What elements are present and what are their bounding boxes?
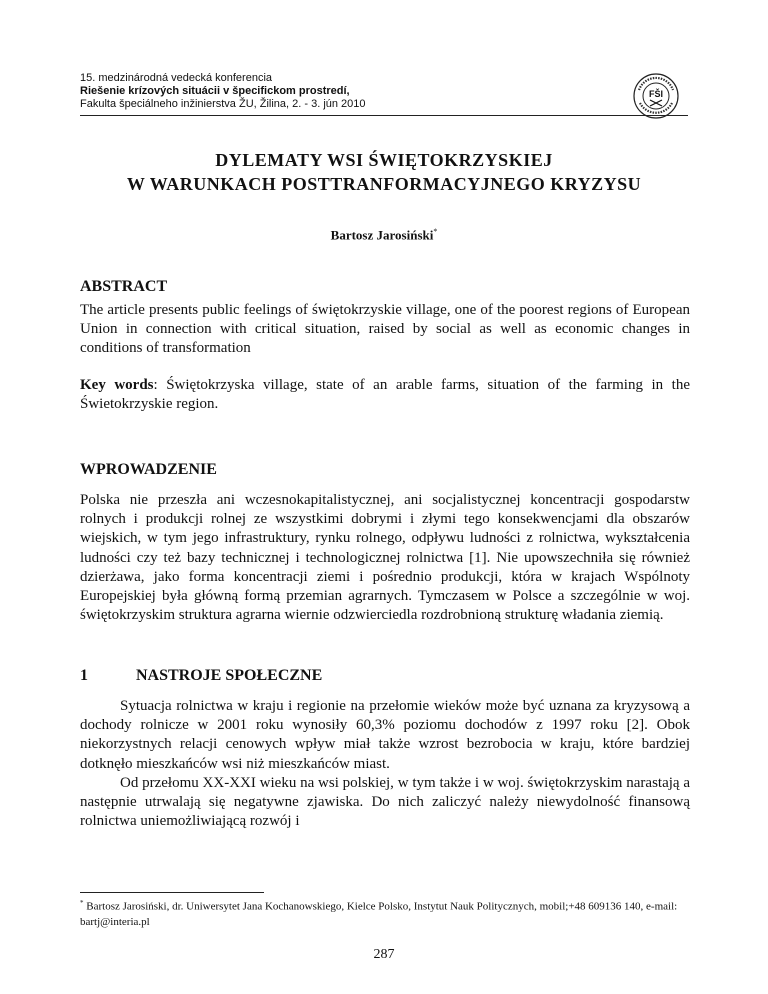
paper-title xyxy=(80,148,688,196)
section-1-heading xyxy=(80,666,322,686)
conference-topic: Riešenie krízových situácii v špecifickom prostredí, xyxy=(80,85,350,97)
section-1-paragraph-1: Sytuacja rolnictwa w kraju i regionie na przełomie wieków może być uznana za kryzysową a dochody rolnicze w 2001 roku wynosiły 60,3% poziomu dochodów z 1997 roku [2]. Obok niekorzystnych relacji cenowych wpływ miał także wzrost bezrobocia w kraju, które bardziej dotknęło mieszkańców wsi niż mieszkańców miast. xyxy=(80,698,690,772)
conference-venue: Fakulta špeciálneho inžinierstva ŽU, Žilina, 2. - 3. jún 2010 xyxy=(80,98,366,110)
keywords xyxy=(80,376,690,414)
abstract-heading: ABSTRACT xyxy=(80,278,168,295)
footnote-divider xyxy=(80,892,264,893)
section-1-number: 1 xyxy=(80,667,88,684)
header-divider xyxy=(80,115,688,116)
author-name: Bartosz Jarosiński xyxy=(330,227,434,243)
logo-text: FŠI xyxy=(648,89,664,99)
abstract-text: The article presents public feelings of świętokrzyskie village, one of the poorest regions of European Union in connection with critical situation, raised by social as well as economic changes in conditions of transformation xyxy=(80,302,690,357)
conference-header xyxy=(80,72,640,111)
page-number: 287 xyxy=(373,947,395,962)
keywords-label: Key words xyxy=(80,377,154,393)
footnote-text: Bartosz Jarosiński, dr. Uniwersytet Jana Kochanowskiego, Kielce Polsko, Instytut Nauk Politycznych, mobil;+48 609136 140, e-mail: bartj@interia.pl xyxy=(80,900,678,928)
title-line-2: W WARUNKACH POSTTRANFORMACYJNEGO KRYZYSU xyxy=(126,174,642,194)
conference-name: 15. medzinárodná vedecká konferencia xyxy=(80,72,273,84)
section-1-title: NASTROJE SPOŁECZNE xyxy=(136,667,323,684)
footnote xyxy=(80,896,690,930)
faculty-logo xyxy=(632,72,680,120)
author-footnote-mark: * xyxy=(433,227,438,236)
section-1-paragraph-2: Od przełomu XX-XXI wieku na wsi polskiej, w tym także i w woj. świętokrzyskim narastają a następnie utrwalają się negatywne zjawiska. Do nich zaliczyć należy niewydolność finansową rolnictwa uniemożliwiającą rozwój i xyxy=(80,775,690,830)
footnote-mark: * xyxy=(80,899,84,907)
title-line-1: DYLEMATY WSI ŚWIĘTOKRZYSKIEJ xyxy=(215,150,553,170)
keywords-text: : Świętokrzyska village, state of an arable farms, situation of the farming in the Świetokrzyskie region. xyxy=(80,377,690,413)
intro-heading: WPROWADZENIE xyxy=(80,461,217,478)
author xyxy=(80,227,688,243)
intro-text: Polska nie przeszła ani wczesnokapitalistycznej, ani socjalistycznej koncentracji gospodarstw rolnych i produkcji rolnej ze wszystkimi dobrymi i złymi tego konsekwencjami dla obszarów wiejskich, w tym jego infrastruktury, rynku rolnego, odpływu ludności z rolnictwa, wykształcenia ludności czy też bazy technicznej i technologicznej rolnictwa [1]. Nie upowszechniła się również dzierżawa, jako forma koncentracji ziemi i pośrednio produkcji, która w krajach Wspólnoty Europejskiej była główną formą przemian agrarnych. Tymczasem w Polsce a szczególnie w woj. świętokrzyskim struktura agrarna wiernie odzwierciedla rozdrobnioną strukturę władania ziemią. xyxy=(80,492,690,624)
